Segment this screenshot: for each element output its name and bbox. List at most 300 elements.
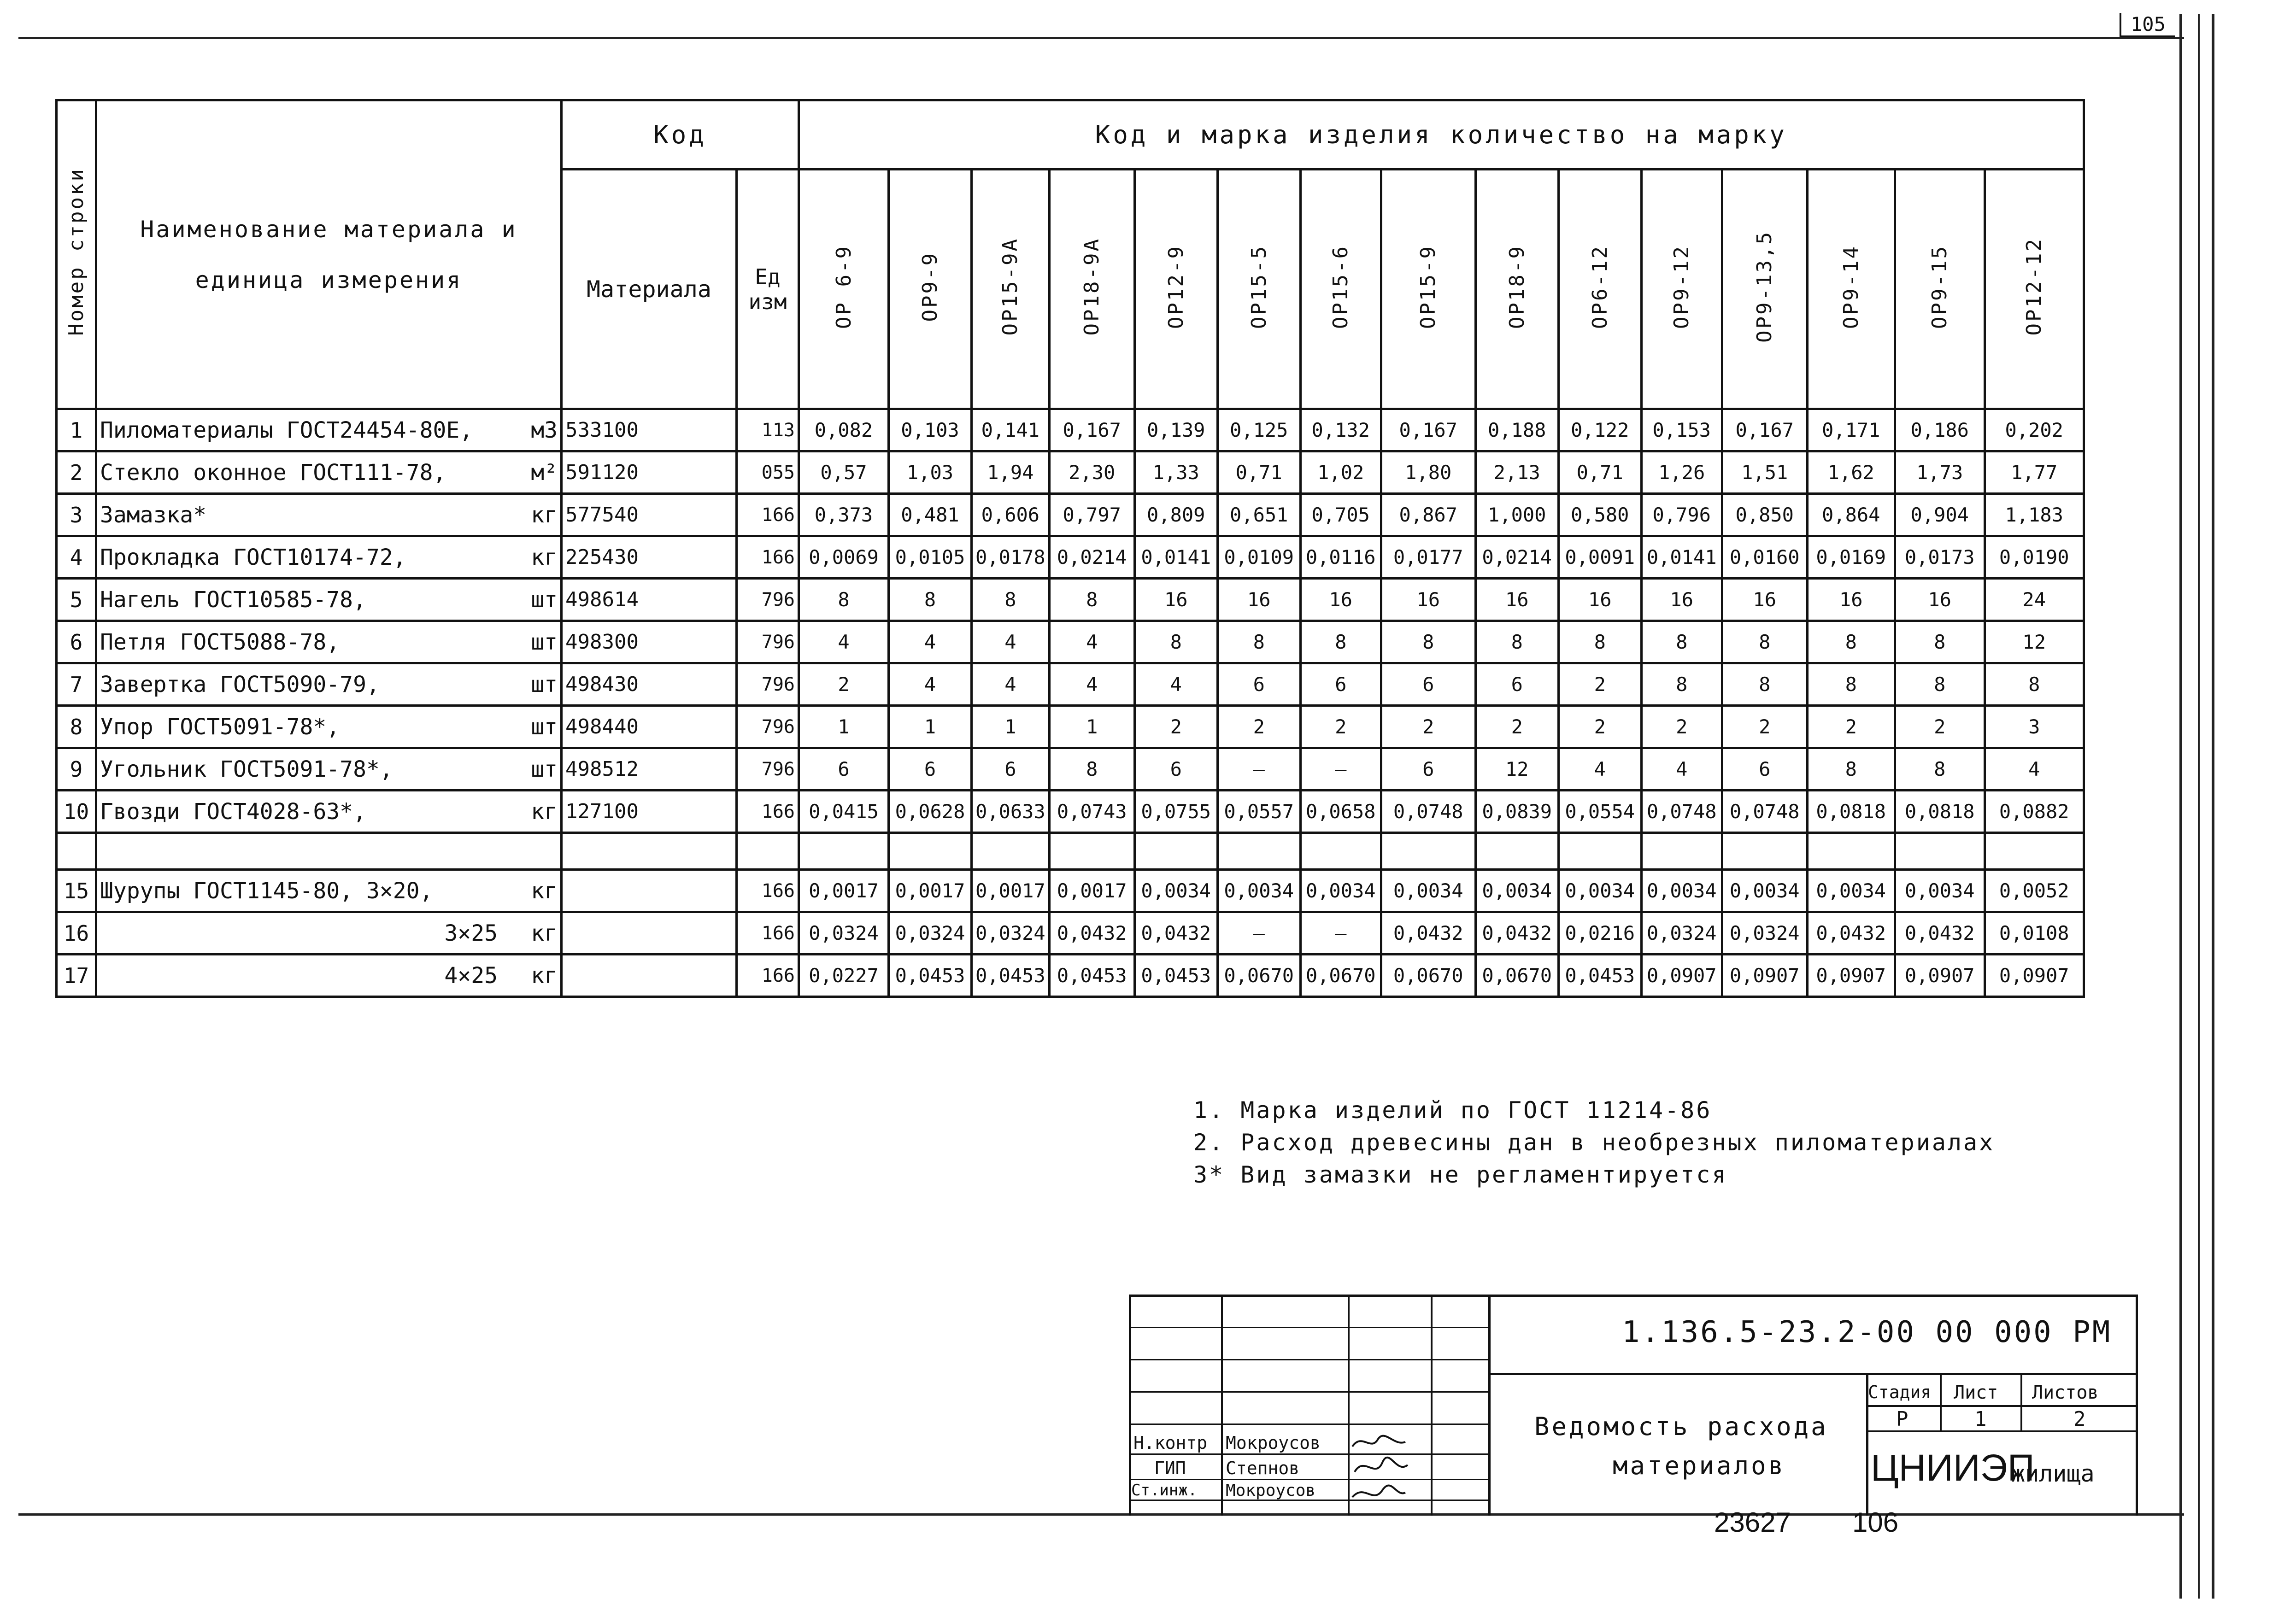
material-code	[562, 912, 737, 955]
quantity-cell: 0,0907	[1641, 955, 1722, 997]
quantity-cell: 0,0116	[1300, 536, 1381, 579]
quantity-cell: 0,0160	[1722, 536, 1807, 579]
product-header: ОР9-14	[1807, 170, 1895, 409]
quantity-cell: 0,0907	[1985, 955, 2084, 997]
quantity-cell: 6	[1381, 663, 1475, 706]
quantity-cell: 0,0052	[1985, 870, 2084, 912]
quantity-cell: 0,0628	[889, 791, 972, 833]
quantity-cell: 2	[799, 663, 889, 706]
material-code: 577540	[562, 494, 737, 536]
material-name	[96, 536, 562, 579]
quantity-cell: 2	[1134, 706, 1217, 748]
material-name	[96, 706, 562, 748]
quantity-cell: 8	[1381, 621, 1475, 663]
quantity-cell: 2	[1641, 706, 1722, 748]
signature-scribble	[1350, 1428, 1410, 1511]
quantity-cell: 8	[1049, 579, 1134, 621]
row-number: 10	[57, 791, 96, 833]
quantity-cell: 0,141	[972, 409, 1050, 451]
unit-text: кг	[531, 920, 558, 946]
quantity-cell: 0,864	[1807, 494, 1895, 536]
quantity-cell: 0,373	[799, 494, 889, 536]
quantity-cell: 0,0658	[1300, 791, 1381, 833]
row-number: 2	[57, 451, 96, 494]
document-title-line1: Ведомость расхода	[1534, 1412, 1828, 1441]
material-code: 498440	[562, 706, 737, 748]
unit-text: кг	[531, 502, 558, 528]
quantity-cell: 0,0453	[1049, 955, 1134, 997]
quantity-cell: 0,0227	[799, 955, 889, 997]
quantity-cell: 4	[889, 621, 972, 663]
quantity-cell: 0,0216	[1558, 912, 1641, 955]
material-code: 498300	[562, 621, 737, 663]
quantity-cell: 0,202	[1985, 409, 2084, 451]
material-name	[96, 621, 562, 663]
material-name-text: Замазка*	[100, 502, 207, 528]
material-code-header: Материала	[562, 170, 737, 409]
quantity-cell: 8	[972, 579, 1050, 621]
quantity-cell: 2	[1722, 706, 1807, 748]
quantity-cell: 1,77	[1985, 451, 2084, 494]
quantity-cell: 1,33	[1134, 451, 1217, 494]
material-name-text: Шурупы ГОСТ1145-80, 3×20,	[100, 878, 433, 904]
quantity-cell: 8	[1807, 748, 1895, 791]
quantity-cell: 0,167	[1049, 409, 1134, 451]
stage-value: Р	[1896, 1407, 1908, 1431]
quantity-cell: 2	[1558, 663, 1641, 706]
sheet-value: 1	[1974, 1407, 1987, 1431]
sheets-value: 2	[2073, 1407, 2086, 1431]
quantity-cell: 1,94	[972, 451, 1050, 494]
quantity-cell: 0,0907	[1807, 955, 1895, 997]
table-row	[57, 494, 2084, 536]
quantity-cell: 2,30	[1049, 451, 1134, 494]
quantity-cell: 0,0108	[1985, 912, 2084, 955]
table-row	[57, 748, 2084, 791]
material-name-text: Петля ГОСТ5088-78,	[100, 629, 340, 655]
material-code	[562, 870, 737, 912]
product-header: ОР6-12	[1558, 170, 1641, 409]
quantity-cell: 0,606	[972, 494, 1050, 536]
quantity-cell: 1,26	[1641, 451, 1722, 494]
product-header: ОР9-15	[1895, 170, 1985, 409]
product-header: ОР18-9	[1475, 170, 1558, 409]
quantity-cell: 1,183	[1985, 494, 2084, 536]
product-header: ОР9-13,5	[1722, 170, 1807, 409]
signature-name: Мокроусов	[1226, 1433, 1321, 1453]
quantity-cell: 0,0177	[1381, 536, 1475, 579]
quantity-cell: 2	[1895, 706, 1985, 748]
unit-code: 166	[737, 955, 799, 997]
quantity-cell: 0,0882	[1985, 791, 2084, 833]
quantity-cell: 4	[1049, 663, 1134, 706]
materials-table	[55, 99, 2085, 998]
quantity-cell: 8	[1049, 748, 1134, 791]
quantity-cell: 8	[889, 579, 972, 621]
quantity-cell: 8	[1722, 663, 1807, 706]
unit-code: 113	[737, 409, 799, 451]
row-number: 17	[57, 955, 96, 997]
material-code	[562, 955, 737, 997]
quantity-cell: 8	[799, 579, 889, 621]
quantity-cell: 0,0034	[1722, 870, 1807, 912]
quantity-cell: 4	[1134, 663, 1217, 706]
material-name-text: 4×25	[444, 962, 498, 989]
material-name-text: Завертка ГОСТ5090-79,	[100, 671, 380, 697]
quantity-cell: 0,103	[889, 409, 972, 451]
quantity-cell: 3	[1985, 706, 2084, 748]
product-header: ОР18-9А	[1049, 170, 1134, 409]
products-header: Код и марка изделия количество на марку	[799, 100, 2084, 170]
quantity-cell: 0,904	[1895, 494, 1985, 536]
quantity-cell: 0,0034	[1300, 870, 1381, 912]
quantity-cell: 1,000	[1475, 494, 1558, 536]
material-code: 533100	[562, 409, 737, 451]
quantity-cell: 0,0432	[1381, 912, 1475, 955]
table-row	[57, 579, 2084, 621]
material-name-text: Пиломатериалы ГОСТ24454-80Е,	[100, 417, 473, 443]
unit-code: 796	[737, 748, 799, 791]
quantity-cell: 1	[799, 706, 889, 748]
material-name	[96, 409, 562, 451]
quantity-cell: 0,481	[889, 494, 972, 536]
quantity-cell: 0,0633	[972, 791, 1050, 833]
quantity-cell: 8	[1985, 663, 2084, 706]
quantity-cell: 2,13	[1475, 451, 1558, 494]
quantity-cell: 4	[1049, 621, 1134, 663]
quantity-cell: 0,0324	[799, 912, 889, 955]
row-number: 15	[57, 870, 96, 912]
quantity-cell: 8	[1558, 621, 1641, 663]
quantity-cell: 0,0109	[1217, 536, 1300, 579]
quantity-cell: 0,0453	[889, 955, 972, 997]
stage-label: Стадия	[1868, 1382, 1932, 1402]
quantity-cell: 24	[1985, 579, 2084, 621]
material-name-text: Угольник ГОСТ5091-78*,	[100, 756, 393, 782]
material-name	[96, 791, 562, 833]
quantity-cell: 0,0432	[1807, 912, 1895, 955]
unit-code: 796	[737, 579, 799, 621]
quantity-cell: 0,0141	[1641, 536, 1722, 579]
product-header: ОР15-5	[1217, 170, 1300, 409]
quantity-cell: 0,0017	[889, 870, 972, 912]
quantity-cell: 0,0818	[1895, 791, 1985, 833]
code-header: Код	[562, 100, 799, 170]
quantity-cell: 1,73	[1895, 451, 1985, 494]
archive-number: 23627	[1714, 1507, 1791, 1538]
quantity-cell: 0,0105	[889, 536, 972, 579]
quantity-cell: 4	[889, 663, 972, 706]
notes-block	[1193, 1094, 1995, 1191]
quantity-cell: 8	[1722, 621, 1807, 663]
quantity-cell: 6	[972, 748, 1050, 791]
material-name	[96, 912, 562, 955]
material-code: 498614	[562, 579, 737, 621]
material-name	[96, 494, 562, 536]
quantity-cell: —	[1300, 748, 1381, 791]
quantity-cell: 16	[1475, 579, 1558, 621]
unit-text: м²	[531, 459, 558, 486]
right-border-line-3	[2212, 14, 2214, 1599]
table-row	[57, 912, 2084, 955]
quantity-cell: 8	[1641, 621, 1722, 663]
quantity-cell: 0,0670	[1300, 955, 1381, 997]
quantity-cell: 0,0432	[1895, 912, 1985, 955]
table-row	[57, 706, 2084, 748]
unit-text: кг	[531, 962, 558, 989]
unit-code-header: Ед изм	[737, 170, 799, 409]
quantity-cell: 0,0453	[1134, 955, 1217, 997]
unit-code: 166	[737, 791, 799, 833]
quantity-cell: 0,186	[1895, 409, 1985, 451]
product-header: ОР9-12	[1641, 170, 1722, 409]
material-name-text: Прокладка ГОСТ10174-72,	[100, 544, 406, 570]
material-code: 127100	[562, 791, 737, 833]
quantity-cell: 12	[1985, 621, 2084, 663]
quantity-cell: 0,0190	[1985, 536, 2084, 579]
quantity-cell: 6	[889, 748, 972, 791]
quantity-cell: 8	[1134, 621, 1217, 663]
quantity-cell: 16	[1558, 579, 1641, 621]
table-row	[57, 955, 2084, 997]
quantity-cell: 0,0091	[1558, 536, 1641, 579]
quantity-cell: 0,0169	[1807, 536, 1895, 579]
quantity-cell: 0,0755	[1134, 791, 1217, 833]
quantity-cell: 0,797	[1049, 494, 1134, 536]
unit-code: 166	[737, 912, 799, 955]
quantity-cell: 0,122	[1558, 409, 1641, 451]
material-name-header: Наименование материала и единица измерения	[96, 100, 562, 409]
row-number: 7	[57, 663, 96, 706]
quantity-cell: 0,0324	[889, 912, 972, 955]
quantity-cell: 2	[1217, 706, 1300, 748]
quantity-cell: 0,867	[1381, 494, 1475, 536]
quantity-cell: 0,167	[1722, 409, 1807, 451]
note-line: 2. Расход древесины дан в необрезных пиломатериалах	[1193, 1129, 1995, 1156]
quantity-cell: 0,0017	[799, 870, 889, 912]
material-name-text: Гвозди ГОСТ4028-63*,	[100, 798, 366, 825]
quantity-cell: 0,125	[1217, 409, 1300, 451]
quantity-cell: 1,03	[889, 451, 972, 494]
material-name	[96, 451, 562, 494]
table-row	[57, 536, 2084, 579]
quantity-cell: 8	[1641, 663, 1722, 706]
quantity-cell: 0,0178	[972, 536, 1050, 579]
material-name-text: Нагель ГОСТ10585-78,	[100, 586, 366, 613]
product-header: ОР 6-9	[799, 170, 889, 409]
quantity-cell: 2	[1381, 706, 1475, 748]
table-row	[57, 621, 2084, 663]
quantity-cell: 0,0670	[1381, 955, 1475, 997]
material-name	[96, 870, 562, 912]
quantity-cell: 0,0214	[1049, 536, 1134, 579]
signature-name: Степнов	[1226, 1458, 1300, 1478]
row-number: 3	[57, 494, 96, 536]
organization-suffix: жилища	[2011, 1460, 2095, 1487]
quantity-cell: 0,0453	[1558, 955, 1641, 997]
unit-code: 796	[737, 663, 799, 706]
quantity-cell: 0,0748	[1641, 791, 1722, 833]
unit-code: 796	[737, 621, 799, 663]
table-row	[57, 451, 2084, 494]
unit-code: 166	[737, 494, 799, 536]
quantity-cell: 16	[1381, 579, 1475, 621]
material-code: 498512	[562, 748, 737, 791]
right-border-line	[2179, 14, 2182, 1599]
quantity-cell: 0,71	[1217, 451, 1300, 494]
note-line: 3* Вид замазки не регламентируется	[1193, 1161, 1728, 1188]
quantity-cell: 6	[799, 748, 889, 791]
page-number: 105	[2120, 13, 2175, 37]
quantity-cell: 4	[1641, 748, 1722, 791]
quantity-cell: 4	[1558, 748, 1641, 791]
unit-code: 166	[737, 536, 799, 579]
table-row	[57, 870, 2084, 912]
quantity-cell: 0,0432	[1049, 912, 1134, 955]
signature-role: Н.контр	[1133, 1433, 1208, 1453]
row-number: 1	[57, 409, 96, 451]
unit-text: шт	[531, 756, 558, 782]
quantity-cell: 4	[972, 621, 1050, 663]
quantity-cell: 0,0670	[1217, 955, 1300, 997]
material-name-text: Упор ГОСТ5091-78*,	[100, 714, 340, 740]
quantity-cell: 0,0324	[1641, 912, 1722, 955]
product-header: ОР9-9	[889, 170, 972, 409]
quantity-cell: 16	[1300, 579, 1381, 621]
quantity-cell: 0,0432	[1134, 912, 1217, 955]
quantity-cell: 0,0748	[1722, 791, 1807, 833]
row-number: 6	[57, 621, 96, 663]
unit-code: 055	[737, 451, 799, 494]
quantity-cell: 0,132	[1300, 409, 1381, 451]
quantity-cell: 16	[1217, 579, 1300, 621]
quantity-cell: 0,139	[1134, 409, 1217, 451]
product-header: ОР12-9	[1134, 170, 1217, 409]
quantity-cell: 0,0214	[1475, 536, 1558, 579]
sheet-reference: 106	[1852, 1507, 1899, 1538]
quantity-cell: 0,0432	[1475, 912, 1558, 955]
quantity-cell: 0,188	[1475, 409, 1558, 451]
quantity-cell: 0,0017	[1049, 870, 1134, 912]
quantity-cell: —	[1217, 748, 1300, 791]
unit-text: кг	[531, 798, 558, 825]
quantity-cell: 2	[1558, 706, 1641, 748]
quantity-cell: 0,0034	[1134, 870, 1217, 912]
row-number: 8	[57, 706, 96, 748]
quantity-cell: 0,0839	[1475, 791, 1558, 833]
quantity-cell: 0,0069	[799, 536, 889, 579]
quantity-cell: 1,51	[1722, 451, 1807, 494]
quantity-cell: 0,0415	[799, 791, 889, 833]
unit-code: 166	[737, 870, 799, 912]
quantity-cell: 0,0324	[1722, 912, 1807, 955]
material-name-text: 3×25	[444, 920, 498, 946]
sheet-label: Лист	[1954, 1382, 1998, 1403]
empty-row	[57, 833, 2084, 870]
unit-text: шт	[531, 586, 558, 613]
quantity-cell: 0,0670	[1475, 955, 1558, 997]
quantity-cell: 6	[1300, 663, 1381, 706]
unit-text: шт	[531, 629, 558, 655]
quantity-cell: 1,02	[1300, 451, 1381, 494]
quantity-cell: 1	[889, 706, 972, 748]
note-line: 1. Марка изделий по ГОСТ 11214-86	[1193, 1097, 1712, 1124]
quantity-cell: 0,0554	[1558, 791, 1641, 833]
quantity-cell: 0,153	[1641, 409, 1722, 451]
quantity-cell: 6	[1381, 748, 1475, 791]
quantity-cell: 2	[1807, 706, 1895, 748]
row-number: 16	[57, 912, 96, 955]
quantity-cell: 1,80	[1381, 451, 1475, 494]
quantity-cell: 0,0141	[1134, 536, 1217, 579]
quantity-cell: 8	[1475, 621, 1558, 663]
table-row	[57, 409, 2084, 451]
material-name-text: Стекло оконное ГОСТ111-78,	[100, 459, 446, 486]
quantity-cell: 0,0173	[1895, 536, 1985, 579]
material-code: 225430	[562, 536, 737, 579]
quantity-cell: 6	[1134, 748, 1217, 791]
quantity-cell: 1	[1049, 706, 1134, 748]
quantity-cell: 0,0818	[1807, 791, 1895, 833]
quantity-cell: 16	[1641, 579, 1722, 621]
product-header: ОР12-12	[1985, 170, 2084, 409]
unit-text: шт	[531, 671, 558, 697]
table-row	[57, 791, 2084, 833]
quantity-cell: 8	[1807, 621, 1895, 663]
quantity-cell: 0,0034	[1217, 870, 1300, 912]
quantity-cell: 0,171	[1807, 409, 1895, 451]
quantity-cell: 8	[1895, 748, 1985, 791]
row-number: 4	[57, 536, 96, 579]
right-border-line-2	[2198, 14, 2200, 1599]
row-number: 5	[57, 579, 96, 621]
quantity-cell: 16	[1722, 579, 1807, 621]
quantity-cell: 0,0017	[972, 870, 1050, 912]
material-code: 498430	[562, 663, 737, 706]
top-border-line	[18, 37, 2184, 39]
unit-text: кг	[531, 878, 558, 904]
quantity-cell: 0,082	[799, 409, 889, 451]
quantity-cell: —	[1217, 912, 1300, 955]
quantity-cell: 0,0557	[1217, 791, 1300, 833]
product-header: ОР15-6	[1300, 170, 1381, 409]
quantity-cell: 0,0034	[1381, 870, 1475, 912]
signature-role: ГИП	[1154, 1458, 1186, 1478]
quantity-cell: 0,0034	[1807, 870, 1895, 912]
table-row	[57, 663, 2084, 706]
quantity-cell: 0,705	[1300, 494, 1381, 536]
quantity-cell: 0,0324	[972, 912, 1050, 955]
row-number: 9	[57, 748, 96, 791]
product-header: ОР15-9	[1381, 170, 1475, 409]
quantity-cell: 2	[1300, 706, 1381, 748]
material-name	[96, 748, 562, 791]
quantity-cell: —	[1300, 912, 1381, 955]
quantity-cell: 6	[1217, 663, 1300, 706]
quantity-cell: 12	[1475, 748, 1558, 791]
document-code: 1.136.5-23.2-00 00 000 РМ	[1622, 1315, 2112, 1349]
unit-code: 796	[737, 706, 799, 748]
quantity-cell: 0,0034	[1475, 870, 1558, 912]
quantity-cell: 8	[1807, 663, 1895, 706]
quantity-cell: 0,0907	[1722, 955, 1807, 997]
organization-name: ЦНИИЭП	[1871, 1447, 2035, 1489]
signature-role: Ст.инж.	[1131, 1481, 1198, 1500]
quantity-cell: 0,0034	[1641, 870, 1722, 912]
quantity-cell: 0,0034	[1558, 870, 1641, 912]
quantity-cell: 0,0453	[972, 955, 1050, 997]
quantity-cell: 0,167	[1381, 409, 1475, 451]
